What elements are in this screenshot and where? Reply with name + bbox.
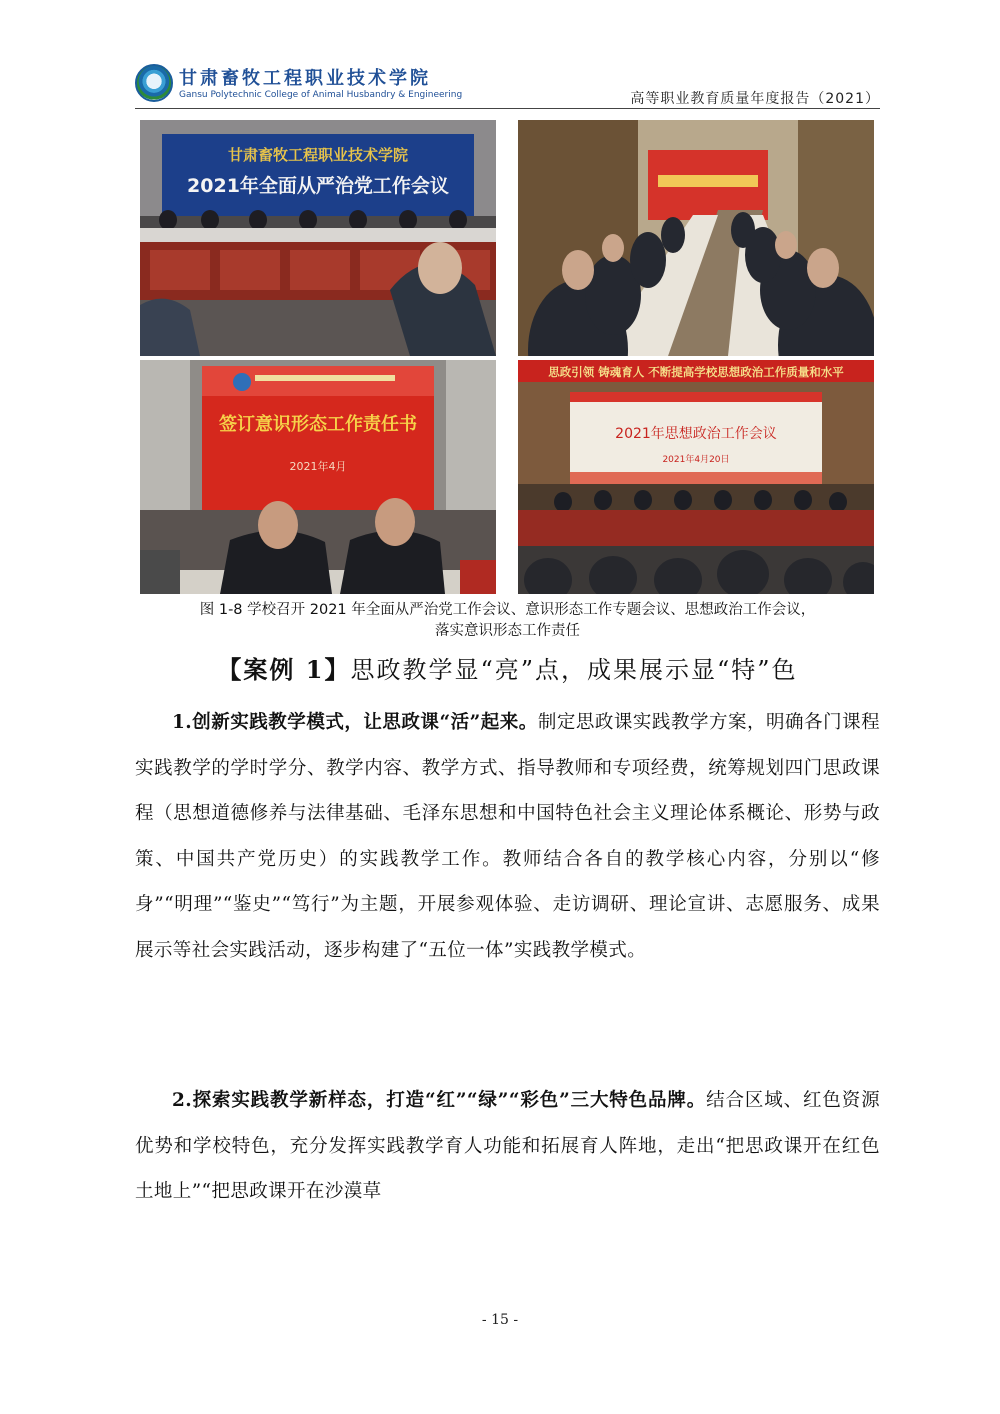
case-label: 【案例 1】 bbox=[217, 655, 351, 684]
header-divider bbox=[135, 108, 880, 109]
photo1-banner-title: 2021年全面从严治党工作会议 bbox=[187, 175, 449, 197]
photo-party-conference bbox=[140, 120, 496, 356]
caption-line-2: 落实意识形态工作责任 bbox=[435, 623, 580, 639]
page-header bbox=[135, 58, 880, 108]
photo4-top-banner: 思政引领 铸魂育人 不断提高学校思想政治工作质量和水平 bbox=[548, 365, 844, 379]
photo-signing-ceremony bbox=[140, 360, 496, 594]
case-title-text: 思政教学显“亮”点，成果展示显“特”色 bbox=[350, 656, 798, 684]
report-title: 高等职业教育质量年度报告（2021） bbox=[630, 91, 880, 107]
case-title bbox=[135, 650, 880, 690]
photo3-screen-date: 2021年4月 bbox=[289, 460, 347, 473]
paragraph-2 bbox=[135, 1078, 880, 1215]
school-name-en: Gansu Polytechnic College of Animal Husbandry & Engineering bbox=[179, 90, 463, 100]
paragraph-2-lead: 2.探索实践教学新样态，打造“红”“绿”“彩色”三大特色品牌。 bbox=[172, 1090, 707, 1111]
page-number: - 15 - bbox=[481, 1312, 519, 1328]
photo-ideology-meeting bbox=[518, 120, 874, 356]
paragraph-1-lead: 1.创新实践教学模式，让思政课“活”起来。 bbox=[172, 712, 538, 733]
photo3-screen-title: 签订意识形态工作责任书 bbox=[219, 414, 417, 435]
paragraph-2-body: 结合区域、红色资源优势和学校特色，充分发挥实践教学育人功能和拓展育人阵地，走出“把思政课开在红色土地上”“把思政课开在沙漠草 bbox=[135, 1090, 880, 1202]
photo4-screen-title: 2021年思想政治工作会议 bbox=[615, 426, 777, 442]
school-name-cn: 甘肃畜牧工程职业技术学院 bbox=[179, 68, 431, 89]
figure-caption bbox=[135, 600, 880, 642]
school-emblem-icon bbox=[135, 64, 173, 102]
paragraph-1 bbox=[135, 700, 880, 973]
photo1-banner-school: 甘肃畜牧工程职业技术学院 bbox=[227, 146, 409, 164]
caption-line-1: 图 1-8 学校召开 2021 年全面从严治党工作会议、意识形态工作专题会议、思想政治工作会议， bbox=[199, 602, 816, 618]
paragraph-1-body: 制定思政课实践教学方案，明确各门课程实践教学的学时学分、教学内容、教学方式、指导教师和专项经费，统筹规划四门思政课程（思想道德修养与法律基础、毛泽东思想和中国特色社会主义理论体系概论、形势与政策、中国共产党历史）的实践教学工作。教师结合各自的教学核心内容，分别以“修身”“明理”“鉴史”“笃行”为主题，开展参观体验、走访调研、理论宣讲、志愿服务、成果展示等社会实践活动，逐步构建了“五位一体”实践教学模式。 bbox=[135, 712, 881, 961]
photo-political-conference bbox=[518, 360, 874, 594]
photo4-screen-date: 2021年4月20日 bbox=[662, 455, 730, 465]
